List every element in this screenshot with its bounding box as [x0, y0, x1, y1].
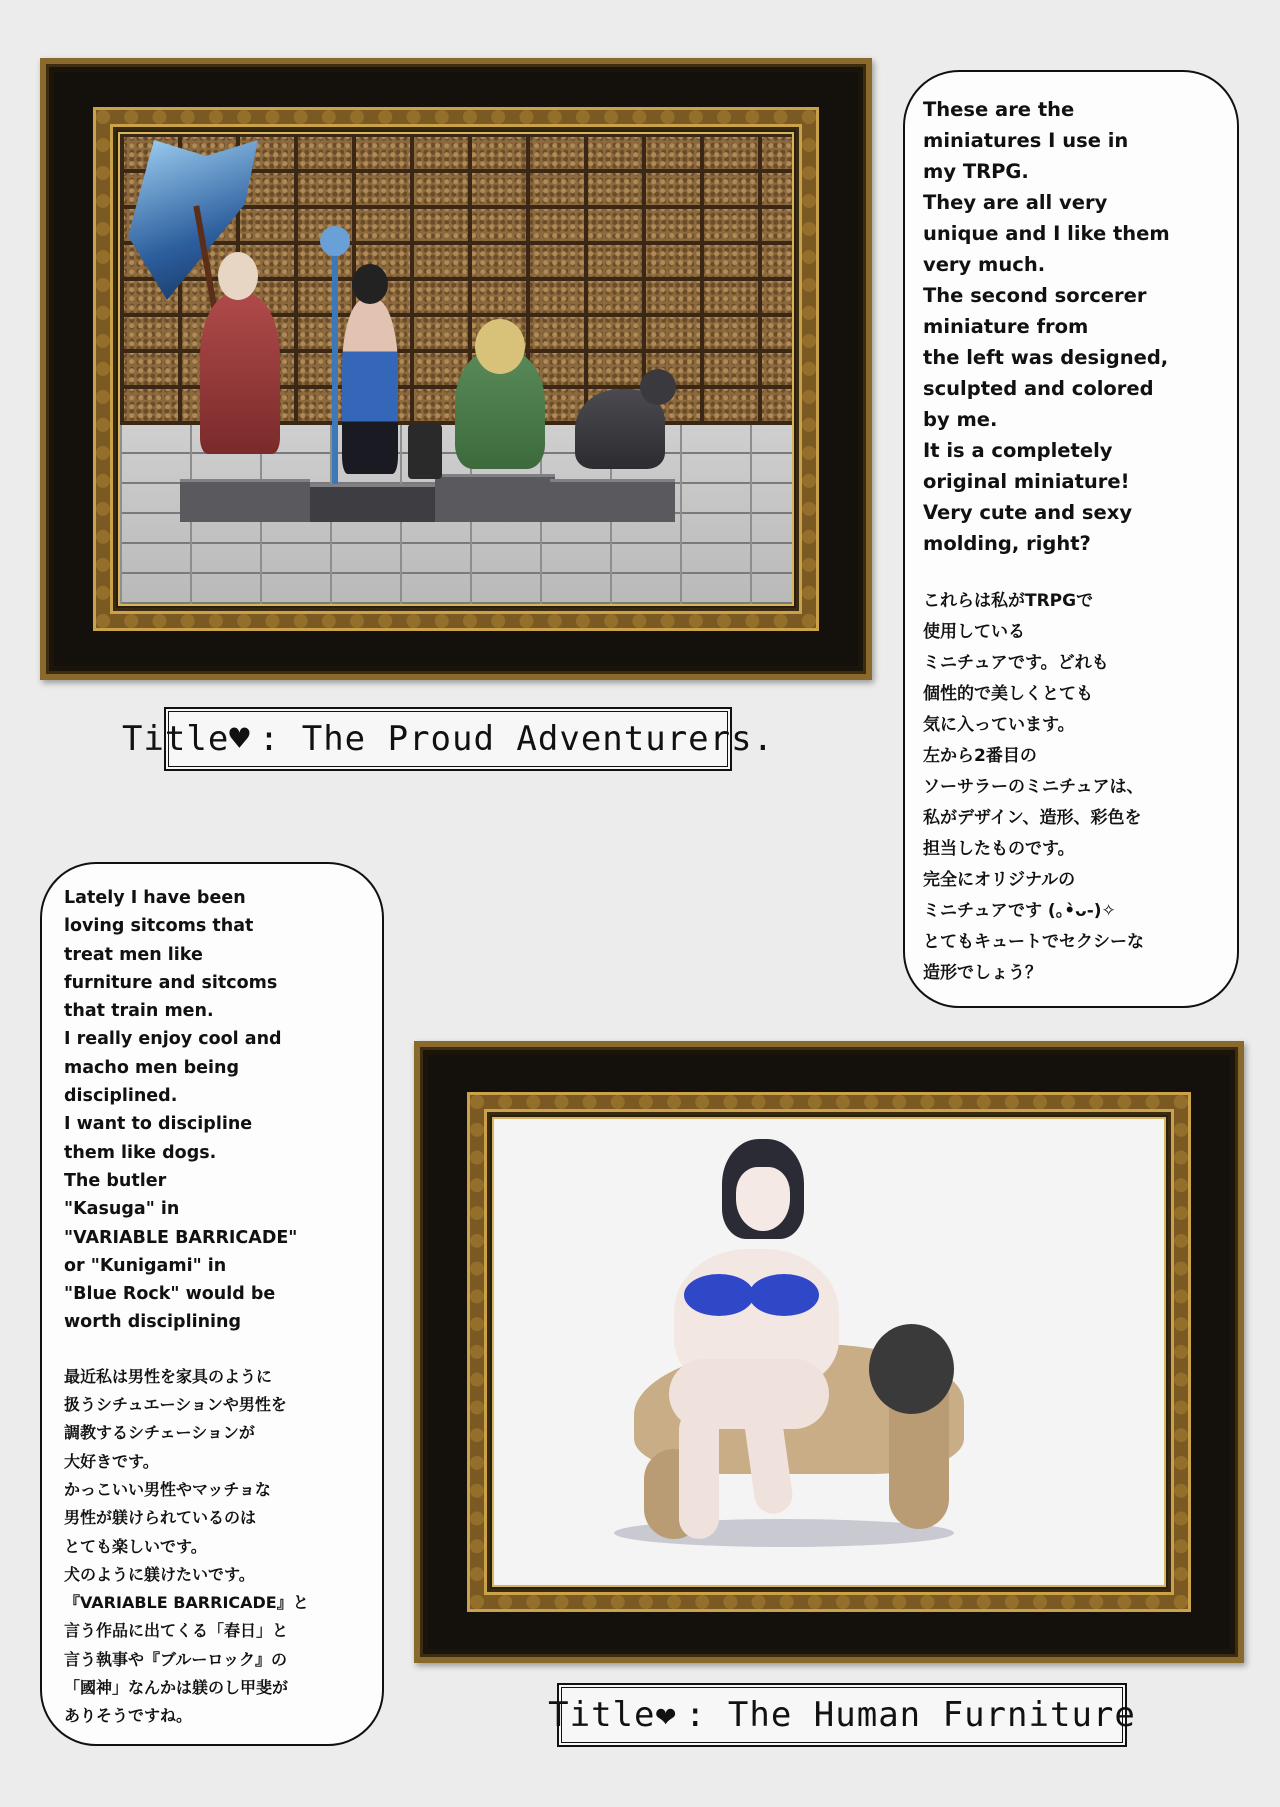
beast-head — [640, 369, 676, 405]
sorcerer-miniature — [342, 299, 398, 474]
warrior-head — [218, 252, 258, 300]
dwarf-head — [475, 319, 525, 374]
speech-balloon-right — [903, 70, 1239, 1008]
lantern-miniature — [408, 424, 442, 479]
seated-figure-leg — [679, 1409, 719, 1539]
title-plaque-adventurers — [121, 707, 775, 771]
title-text: : The Human Furniture — [684, 1695, 1136, 1735]
mini-base — [550, 479, 675, 522]
warrior-miniature — [200, 294, 280, 454]
sorcerer-staff — [332, 234, 338, 484]
illustration — [492, 1117, 1166, 1587]
crouching-figure-hood — [869, 1324, 954, 1414]
seated-figure-top — [684, 1274, 754, 1316]
mini-base — [310, 484, 440, 522]
staff-orb — [320, 226, 350, 256]
balloon-japanese-text: 最近私は男性を家具のように 扱うシチュエーションや男性を 調教するシチェーションが 大好きです。 かっこいい男性やマッチョな 男性が躾けられているのは とても楽しいです。 犬のように躾けたいです。 『VARIABLE BARRICADE』と 言う作品に出てくる「春日」と 言う執事や『ブルーロック』の 「國神」なんかは躾のし甲斐が ありそうですね。 — [64, 1366, 309, 1726]
picture-frame-adventurers — [40, 58, 872, 680]
sorcerer-head — [352, 264, 388, 304]
title-prefix: Title — [548, 1695, 656, 1735]
title-plaque-furniture — [548, 1683, 1136, 1747]
speech-balloon-left — [40, 862, 384, 1746]
mini-base — [435, 474, 555, 522]
balloon-english-text: These are the miniatures I use in my TRPG. They are all very unique and I like them very much. The second sorcerer miniature from the left was designed, sculpted and colored by me. It is a completely original miniature! Very cute and sexy molding, right? — [923, 98, 1170, 555]
picture-frame-furniture — [414, 1041, 1244, 1663]
heart-icon: ♥ — [229, 719, 251, 759]
balloon-english-text: Lately I have been loving sitcoms that treat men like furniture and sitcoms that train men. I really enjoy cool and macho men being disciplined. I want to discipline them like dogs. The butler "Kasuga" in "VARIABLE BARRICADE" or "Kunigami" in "Blue Rock" would be worth disciplining — [64, 888, 298, 1333]
mini-base — [180, 479, 310, 522]
frame-inner-molding — [96, 110, 816, 628]
heart-icon: ❤ — [655, 1695, 677, 1735]
seated-figure-top — [749, 1274, 819, 1316]
seated-figure-face — [736, 1167, 790, 1231]
miniatures-photo — [118, 132, 794, 606]
title-text: : The Proud Adventurers. — [258, 719, 775, 759]
balloon-japanese-text: これらは私がTRPGで 使用している ミニチュアです。どれも 個性的で美しくとても 気に入っています。 左から2番目の ソーサラーのミニチュアは、 私がデザイン、造形、彩色を 担当したものです。 完全にオリジナルの ミニチュアです (｡•̀ᴗ-)✧ とてもキュートでセクシーな 造形でしょう？ — [923, 591, 1144, 983]
title-prefix: Title — [121, 719, 230, 759]
frame-inner-molding — [470, 1095, 1188, 1609]
